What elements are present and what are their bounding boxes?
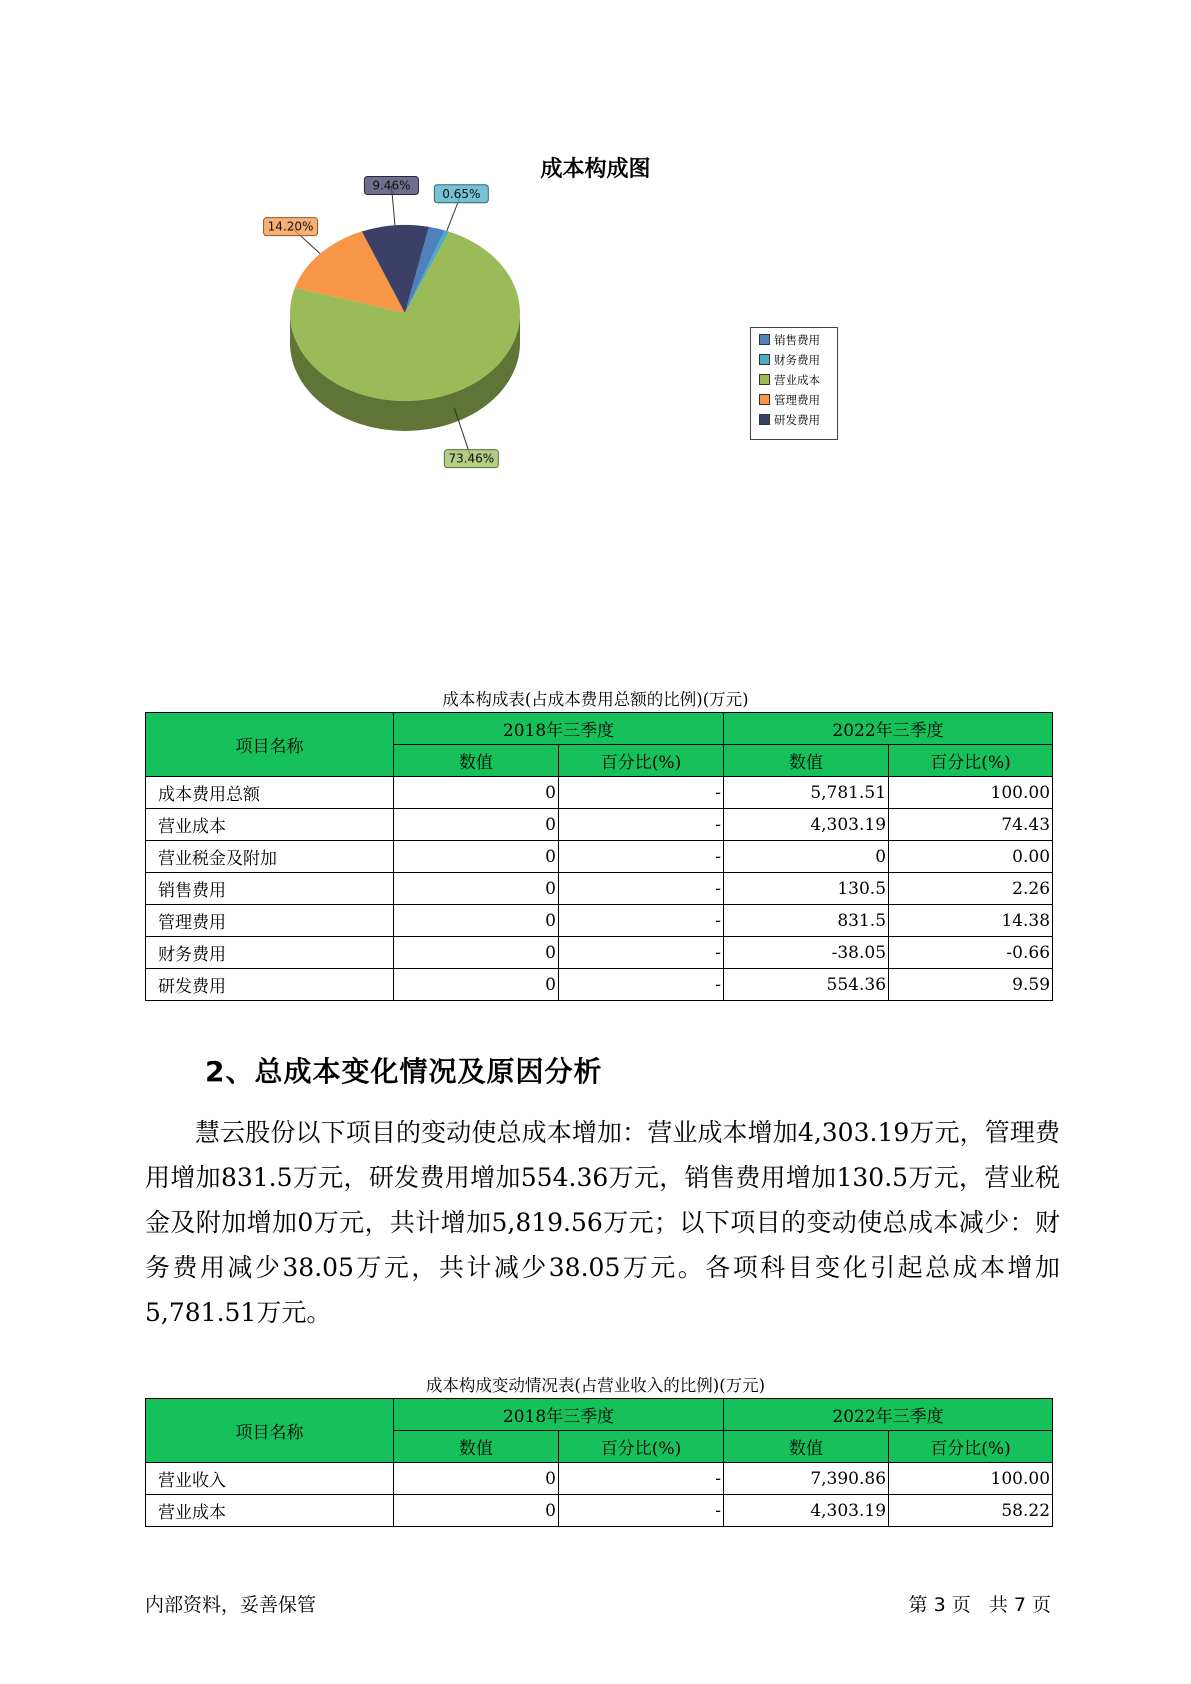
header-percent: 百分比(%) (559, 745, 724, 777)
value-2022-cell: -38.05 (724, 937, 889, 969)
percent-2018-cell: - (559, 873, 724, 905)
value-2022-cell: 4,303.19 (724, 1495, 889, 1527)
percent-2022-cell: 74.43 (889, 809, 1053, 841)
percent-2018-cell: - (559, 841, 724, 873)
header-value: 数值 (394, 1431, 559, 1463)
value-2018-cell: 0 (394, 841, 559, 873)
row-name-cell: 研发费用 (146, 969, 394, 1001)
value-2022-cell: 554.36 (724, 969, 889, 1001)
row-name-cell: 营业收入 (146, 1463, 394, 1495)
value-2022-cell: 831.5 (724, 905, 889, 937)
percent-2022-cell: 58.22 (889, 1495, 1053, 1527)
row-name-cell: 销售费用 (146, 873, 394, 905)
section-heading: 2、总成本变化情况及原因分析 (205, 1055, 603, 1088)
value-2018-cell: 0 (394, 873, 559, 905)
value-2018-cell: 0 (394, 937, 559, 969)
value-2022-cell: 0 (724, 841, 889, 873)
legend-label: 管理费用 (774, 393, 820, 407)
legend-label: 营业成本 (774, 373, 820, 387)
value-2018-cell: 0 (394, 905, 559, 937)
legend-swatch (759, 414, 770, 425)
row-name-cell: 管理费用 (146, 905, 394, 937)
row-name-cell: 成本费用总额 (146, 777, 394, 809)
chart-title: 成本构成图 (540, 157, 651, 182)
value-2022-cell: 130.5 (724, 873, 889, 905)
legend-item (759, 392, 820, 408)
footer-confidential: 内部资料，妥善保管 (145, 1594, 317, 1616)
percent-2022-cell: 2.26 (889, 873, 1053, 905)
table-row (146, 905, 1053, 937)
table-row (146, 937, 1053, 969)
header-percent: 百分比(%) (889, 1431, 1053, 1463)
header-item-name: 项目名称 (146, 713, 394, 777)
percent-2022-cell: 100.00 (889, 1463, 1053, 1495)
percent-2022-cell: 9.59 (889, 969, 1053, 1001)
header-percent: 百分比(%) (889, 745, 1053, 777)
cost-change-table (145, 1398, 1053, 1527)
data-label: 0.65% (442, 186, 481, 201)
percent-2018-cell: - (559, 937, 724, 969)
legend-swatch (759, 334, 770, 345)
table-row (146, 1463, 1053, 1495)
table-row (146, 873, 1053, 905)
row-name-cell: 营业成本 (146, 809, 394, 841)
data-label: 9.46% (372, 178, 411, 193)
table-row (146, 777, 1053, 809)
data-label: 14.20% (267, 219, 314, 234)
legend-swatch (759, 354, 770, 365)
legend-label: 研发费用 (774, 413, 820, 427)
percent-2018-cell: - (559, 1495, 724, 1527)
table-row (146, 809, 1053, 841)
percent-2022-cell: -0.66 (889, 937, 1053, 969)
footer-page-number: 第 3 页 共 7 页 (908, 1594, 1051, 1616)
value-2018-cell: 0 (394, 969, 559, 1001)
legend-swatch (759, 394, 770, 405)
header-value: 数值 (394, 745, 559, 777)
percent-2018-cell: - (559, 777, 724, 809)
header-period-2018: 2018年三季度 (394, 1399, 724, 1431)
cost-composition-table (145, 712, 1053, 1001)
row-name-cell: 营业税金及附加 (146, 841, 394, 873)
legend-swatch (759, 374, 770, 385)
table-row (146, 1495, 1053, 1527)
percent-2022-cell: 14.38 (889, 905, 1053, 937)
value-2022-cell: 7,390.86 (724, 1463, 889, 1495)
header-item-name: 项目名称 (146, 1399, 394, 1463)
table-row (146, 969, 1053, 1001)
analysis-paragraph: 慧云股份以下项目的变动使总成本增加：营业成本增加4,303.19万元，管理费用增加831.5万元，研发费用增加554.36万元，销售费用增加130.5万元，营业税金及附加增加0万元，共计增加5,819.56万元；以下项目的变动使总成本减少：财务费用减少38.05万元，共计减少38.05万元。各项科目变化引起总成本增加5,781.51万元。 (145, 1118, 1060, 1327)
value-2022-cell: 4,303.19 (724, 809, 889, 841)
header-percent: 百分比(%) (559, 1431, 724, 1463)
percent-2018-cell: - (559, 809, 724, 841)
row-name-cell: 营业成本 (146, 1495, 394, 1527)
chart-legend (750, 327, 838, 440)
pie-chart (267, 178, 580, 466)
table-row (146, 841, 1053, 873)
legend-label: 销售费用 (774, 333, 820, 347)
value-2018-cell: 0 (394, 809, 559, 841)
percent-2018-cell: - (559, 905, 724, 937)
row-name-cell: 财务费用 (146, 937, 394, 969)
legend-label: 财务费用 (774, 353, 820, 367)
value-2018-cell: 0 (394, 777, 559, 809)
percent-2018-cell: - (559, 1463, 724, 1495)
header-period-2022: 2022年三季度 (724, 1399, 1053, 1431)
table2-caption: 成本构成变动情况表(占营业收入的比例)(万元) (425, 1376, 766, 1395)
percent-2022-cell: 100.00 (889, 777, 1053, 809)
percent-2022-cell: 0.00 (889, 841, 1053, 873)
table1-caption: 成本构成表(占成本费用总额的比例)(万元) (442, 690, 749, 709)
percent-2018-cell: - (559, 969, 724, 1001)
legend-item (759, 412, 820, 428)
legend-item (759, 332, 820, 348)
value-2018-cell: 0 (394, 1463, 559, 1495)
header-period-2022: 2022年三季度 (724, 713, 1053, 745)
value-2022-cell: 5,781.51 (724, 777, 889, 809)
legend-item (759, 352, 820, 368)
value-2018-cell: 0 (394, 1495, 559, 1527)
header-value: 数值 (724, 1431, 889, 1463)
header-period-2018: 2018年三季度 (394, 713, 724, 745)
data-label: 73.46% (448, 451, 495, 466)
legend-item (759, 372, 820, 388)
header-value: 数值 (724, 745, 889, 777)
